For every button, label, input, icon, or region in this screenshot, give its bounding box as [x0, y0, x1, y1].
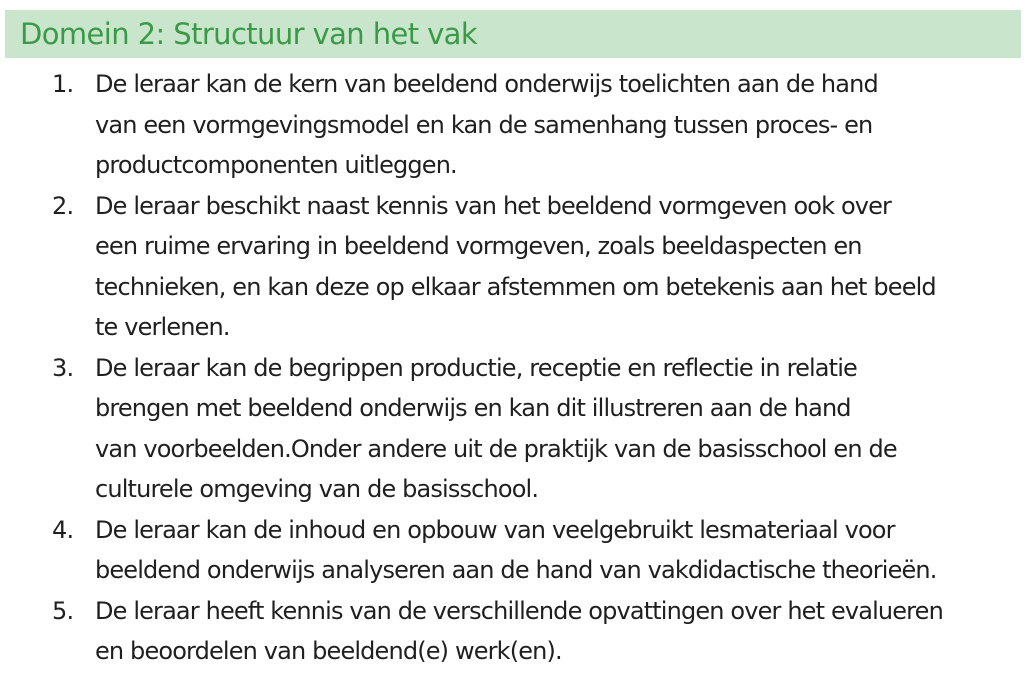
list-item — [0, 348, 1034, 510]
list-item-text: De leraar beschikt naast kennis van het beeldend vormgeven ook over een ruime ervaring in beeldend vormgeven, zoals beeldaspecten en technieken, en kan deze op elkaar afstemmen om betekenis aan het beeld te verlenen. — [95, 191, 936, 341]
section-header — [5, 10, 1021, 58]
list-item-number: 4. — [52, 515, 74, 544]
list-item-text: De leraar kan de inhoud en opbouw van veelgebruikt lesmateriaal voor beeldend onderwijs analyseren aan de hand van vakdidactische theorieën. — [95, 515, 937, 584]
list-item — [0, 510, 1034, 591]
list-item-number: 2. — [52, 191, 74, 220]
list-item — [0, 186, 1034, 348]
list-item — [0, 591, 1034, 672]
list-item-text: De leraar heeft kennis van de verschillende opvattingen over het evalueren en beoordelen van beeldend(e) werk(en). — [95, 596, 943, 665]
list-item-text: De leraar kan de begrippen productie, receptie en reflectie in relatie brengen met beeldend onderwijs en kan dit illustreren aan de hand van voorbeelden.Onder andere uit de praktijk van de basisschool en de culturele omgeving van de basisschool. — [95, 353, 897, 503]
list-item-number: 5. — [52, 596, 74, 625]
competency-list — [0, 64, 1034, 672]
list-item-number: 3. — [52, 353, 74, 382]
list-item-number: 1. — [52, 70, 74, 98]
list-item-text: De leraar kan de kern van beeldend onderwijs toelichten aan de hand van een vormgevingsmodel en kan de samenhang tussen proces- en productcomponenten uitleggen. — [95, 70, 878, 179]
section-title: Domein 2: Structuur van het vak — [20, 17, 478, 51]
list-item — [0, 64, 1034, 186]
